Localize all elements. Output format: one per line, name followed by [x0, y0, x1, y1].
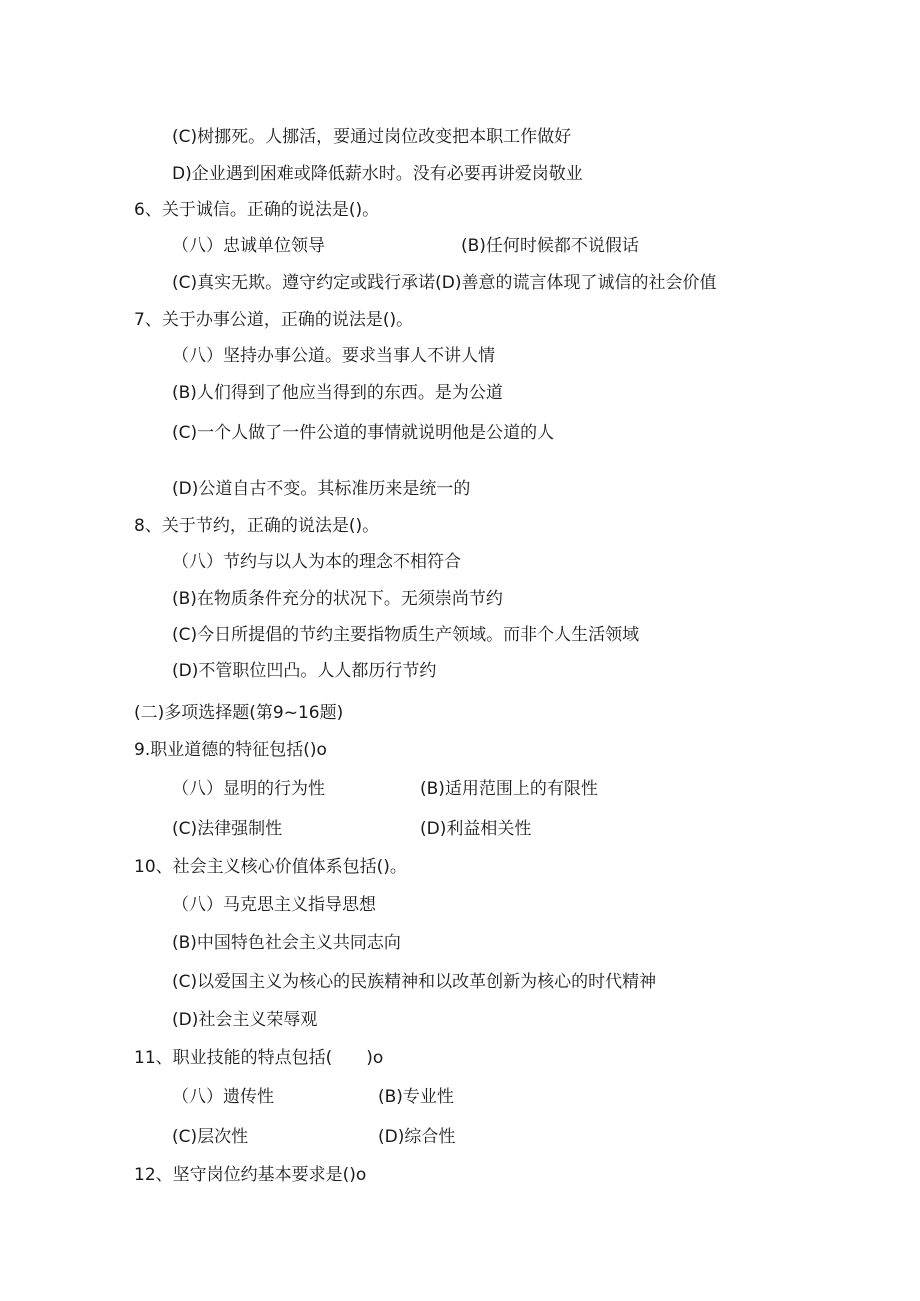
option-11c: (C)层次性 [172, 1127, 249, 1147]
question-11: 11、职业技能的特点包括( )o [134, 1048, 384, 1068]
option-5c: (C)树挪死。人挪活，要通过岗位改变把本职工作做好 [172, 127, 572, 147]
option-11a: （八）遗传性 [172, 1087, 274, 1107]
option-11b: (B)专业性 [378, 1087, 454, 1107]
option-7d: (D)公道自古不变。其标准历来是统一的 [172, 479, 471, 499]
option-10b: (B)中国特色社会主义共同志向 [172, 933, 401, 953]
option-7b: (B)人们得到了他应当得到的东西。是为公道 [172, 383, 503, 403]
section-heading-multi-choice: (二)多项选择题(第9~16题) [134, 703, 344, 723]
option-6a: （八）忠诚单位领导 [172, 236, 325, 256]
question-6: 6、关于诚信。正确的说法是()。 [134, 200, 380, 220]
option-9c: (C)法律强制性 [172, 819, 283, 839]
option-7a: （八）坚持办事公道。要求当事人不讲人情 [172, 346, 495, 366]
option-10d: (D)社会主义荣辱观 [172, 1010, 318, 1030]
question-10: 10、社会主义核心价值体系包括()。 [134, 857, 407, 877]
question-7: 7、关于办事公道，正确的说法是()。 [134, 310, 414, 330]
option-10c: (C)以爱国主义为核心的民族精神和以改革创新为核心的时代精神 [172, 972, 657, 992]
option-8a: （八）节约与以人为本的理念不相符合 [172, 552, 461, 572]
option-8c: (C)今日所提倡的节约主要指物质生产领域。而非个人生活领域 [172, 625, 640, 645]
option-9a: （八）显明的行为性 [172, 779, 325, 799]
option-6cd: (C)真实无欺。遵守约定或践行承诺(D)善意的谎言体现了诚信的社会价值 [172, 273, 717, 293]
option-11d: (D)综合性 [378, 1127, 456, 1147]
option-9b: (B)适用范围上的有限性 [420, 779, 598, 799]
option-8b: (B)在物质条件充分的状况下。无须崇尚节约 [172, 589, 503, 609]
option-5d: D)企业遇到困难或降低薪水时。没有必要再讲爱岗敬业 [172, 164, 583, 184]
option-6b: (B)任何时候都不说假话 [461, 236, 639, 256]
option-9d: (D)利益相关性 [420, 819, 532, 839]
question-9: 9.职业道德的特征包括()o [134, 740, 327, 760]
question-12: 12、坚守岗位约基本要求是()o [134, 1165, 367, 1185]
question-8: 8、关于节约，正确的说法是()。 [134, 516, 380, 536]
option-8d: (D)不管职位凹凸。人人都历行节约 [172, 661, 437, 681]
option-7c: (C)一个人做了一件公道的事情就说明他是公道的人 [172, 423, 555, 443]
option-10a: （八）马克思主义指导思想 [172, 895, 376, 915]
